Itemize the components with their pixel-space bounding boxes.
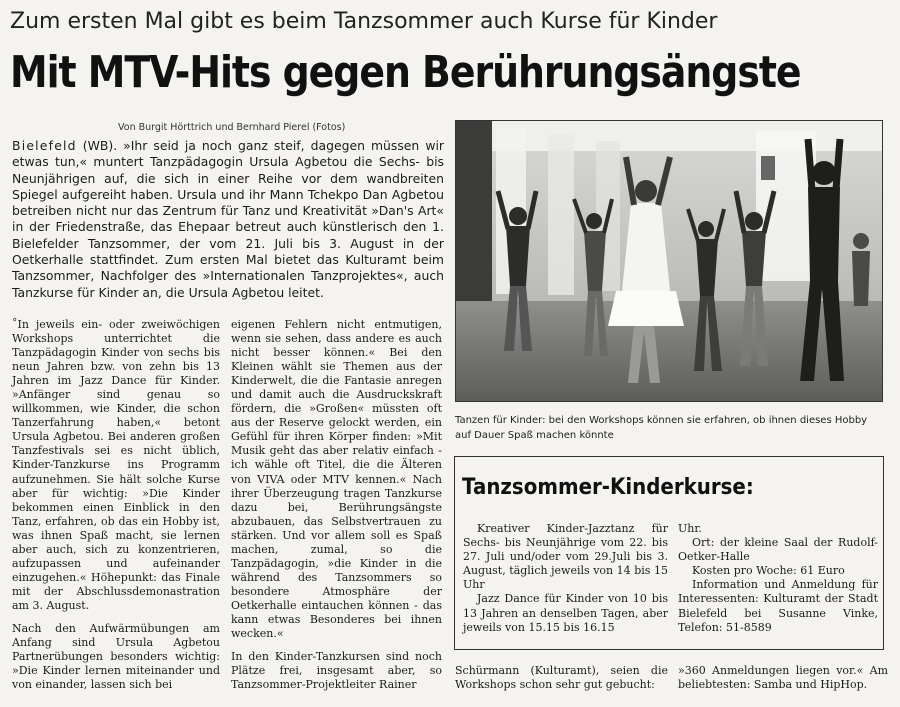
paragraph: Nach den Aufwärmübungen am Anfang sind Ursula Agbetou Partnerübungen besonders wichtig: »Die Kinder lernen miteinander und von einander, lassen sich bei — [12, 621, 220, 692]
info-box-column-2 — [678, 522, 878, 635]
byline: Von Burgit Hörttrich und Bernhard Pierel (Fotos) — [118, 122, 346, 133]
info-paragraph: Kosten pro Woche: 61 Euro — [692, 564, 845, 578]
info-paragraph: Kreativer Kinder-Jazztanz für Sechs- bis Neunjährige vom 22. bis 27. Juli und/oder vom 29.Juli bis 3. August, täglich jeweils von 14 bis 15 Uhr — [463, 522, 668, 592]
paragraph: ˚In jeweils ein- oder zweiwöchigen Workshops unterrichtet die Tanzpädagogin Kinder von sechs bis neun Jahren bzw. von zehn bis 13 Jahren im Jazz Dance für Kinder. »Anfänger sind genau so willkommen, wie Kinder, die schon Tanzerfahrung haben,« betont Ursula Agbetou. Bei anderen großen Tanzfestivals sei es nicht üblich, Kinder-Tanzkurse ins Programm aufzunehmen. Sie hält solche Kurse aber für wichtig: »Die Kinder bekommen einen Einblick in den Tanz, erfahren, ob das ein Hobby ist, was ihnen Spaß macht, sie lernen aber auch, sich zu konzentrieren, aufzupassen und aufeinander einzugehen.« Höhepunkt: das Finale mit der Abschlussdemonastration am 3. August. — [12, 318, 220, 612]
dateline: Bielefeld — [12, 138, 77, 153]
headline: Mit MTV-Hits gegen Berührungsängste — [10, 47, 801, 98]
kicker: Zum ersten Mal gibt es beim Tanzsommer auch Kurse für Kinder — [10, 9, 718, 34]
photo-caption: Tanzen für Kinder: bei den Workshops können sie erfahren, ob ihnen dieses Hobby auf Dauer Spaß machen könnte — [455, 415, 868, 441]
info-paragraph: Uhr. — [678, 522, 702, 535]
tail-text-1: Schürmann (Kulturamt), seien die Workshops schon sehr gut gebucht: — [455, 664, 668, 692]
body-column-1 — [12, 318, 220, 692]
info-paragraph: Information und Anmeldung für Interessenten: Kulturamt der Stadt Bielefeld bei Susanne Vinke, Telefon: 51-8589 — [678, 578, 878, 634]
info-box-column-1 — [463, 522, 668, 635]
paragraph: In den Kinder-Tanzkursen sind noch Plätze frei, insgesamt aber, so Tanzsommer-Projektleiter Rainer — [231, 650, 442, 692]
lead-text: (WB). »Ihr seid ja noch ganz steif, dagegen müssen wir etwas tun,« muntert Tanzpädagogin Ursula Agbetou die Sechs- bis Neunjährigen auf, die sich in einer Reihe vor dem wandbreiten Spiegel aufgereiht haben. Ursula und ihr Mann Tchekpo Dan Agbetou betreiben nicht nur das Zentrum für Tanz und Kreativität »Dan's Art« in der Friedenstraße, das Ehepaar betreut auch künstlerisch den 1. Bielefelder Tanzsommer, der vom 21. Juli bis 3. August in der Oetkerhalle stattfindet. Zum ersten Mal bietet das Kulturamt beim Tanzsommer, Nachfolger des »Internationalen Tanzprojektes«, auch Tanzkurse für Kinder an, die Ursula Agbetou leitet. — [12, 138, 444, 300]
tail-text-2: »360 Anmeldungen liegen vor.« Am beliebtesten: Samba und HipHop. — [678, 664, 888, 692]
photo-illustration — [456, 121, 882, 401]
lead-paragraph — [12, 138, 444, 301]
info-box-title: Tanzsommer-Kinderkurse: — [462, 475, 754, 500]
body-column-2 — [231, 318, 442, 692]
paragraph: eigenen Fehlern nicht entmutigen, wenn sie sehen, dass andere es auch nicht besser können.« Bei den Kleinen wählt sie Themen aus der Kinderwelt, die die Fantasie anregen und damit auch die Ausdruckskraft fördern, die »Großen« müssten oft aus der Reserve gelockt werden, ein Gefühl für ihren Körper finden: »Mit Musik geht das aber relativ einfach - ich wähle oft Titel, die die Älteren von VIVA oder MTV kennen.« Nach ihrer Überzeugung tragen Tanzkurse dazu bei, Berührungsängste abzubauen, das Selbstvertrauen zu stärken. Und vor allem soll es Spaß machen, zumal, so die Tanzpädagogin, »die Kinder in die während des Tanzsommers so besondere Atmosphäre der Oetkerhalle eintauchen können - das kann etwas Besonderes bei ihnen wecken.« — [231, 318, 442, 641]
dance-class-photo — [455, 120, 883, 402]
info-paragraph: Jazz Dance für Kinder von 10 bis 13 Jahren an denselben Tagen, aber jeweils von 15.15 bis 16.15 — [463, 592, 668, 634]
info-paragraph: Ort: der kleine Saal der Rudolf-Oetker-Halle — [678, 536, 878, 564]
